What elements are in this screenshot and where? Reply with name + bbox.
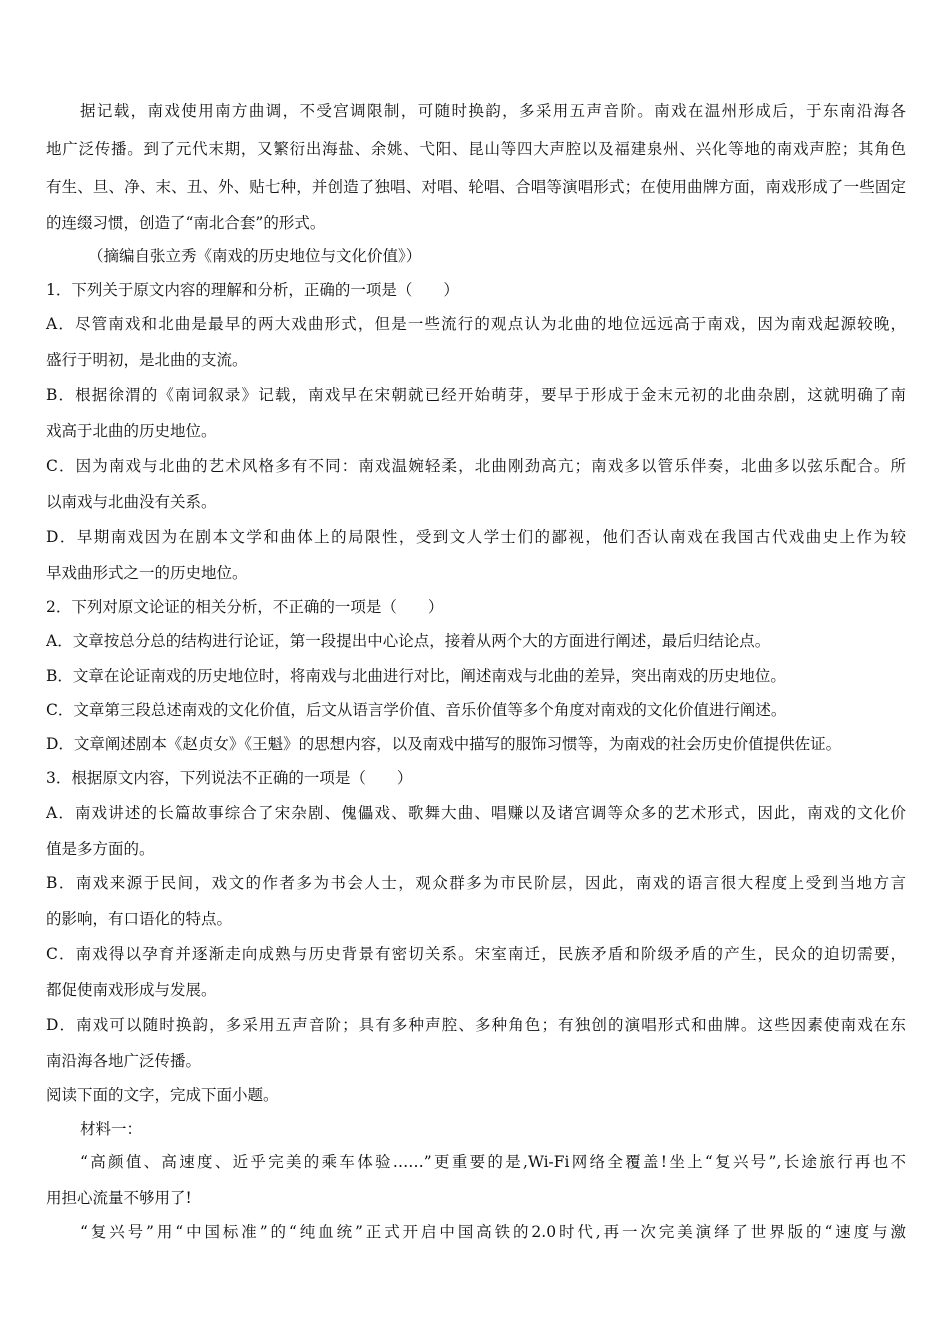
material1-line-2: 用担心流量不够用了! (46, 1189, 192, 1207)
question-2-option-b: B．文章在论证南戏的历史地位时，将南戏与北曲进行对比，阐述南戏与北曲的差异，突出南戏的历史地位。 (46, 667, 786, 685)
question-3-option-b-line-1: B．南戏来源于民间，戏文的作者多为书会人士，观众群多为市民阶层，因此，南戏的语言很大程度上受到当地方言 (46, 874, 906, 892)
question-1-option-a-line-1: A．尽管南戏和北曲是最早的两大戏曲形式，但是一些流行的观点认为北曲的地位远远高于南戏，因为南戏起源较晚， (46, 315, 906, 333)
question-3-stem: 3．根据原文内容，下列说法不正确的一项是（ ） (46, 769, 413, 787)
question-1-option-b-line-1: B．根据徐渭的《南词叙录》记载，南戏早在宋朝就已经开始萌芽，要早于形成于金末元初的北曲杂剧，这就明确了南 (46, 386, 906, 404)
question-3-option-b-line-2: 的影响，有口语化的特点。 (46, 910, 233, 928)
passage1-line-2: 地广泛传播。到了元代末期，又繁衍出海盐、余姚、弋阳、昆山等四大声腔以及福建泉州、兴化等地的南戏声腔；其角色 (46, 140, 906, 158)
question-1-option-c-line-1: C．因为南戏与北曲的艺术风格多有不同：南戏温婉轻柔，北曲刚劲高亢；南戏多以管乐伴奏，北曲多以弦乐配合。所 (46, 457, 906, 475)
question-3-option-a-line-2: 值是多方面的。 (46, 840, 155, 858)
question-1-option-d-line-1: D．早期南戏因为在剧本文学和曲体上的局限性，受到文人学士们的鄙视，他们否认南戏在我国古代戏曲史上作为较 (46, 528, 906, 546)
question-1-stem: 1．下列关于原文内容的理解和分析，正确的一项是（ ） (46, 281, 459, 299)
question-3-option-d-line-1: D．南戏可以随时换韵，多采用五声音阶；具有多种声腔、多种角色；有独创的演唱形式和曲牌。这些因素使南戏在东 (46, 1016, 906, 1034)
question-3-option-d-line-2: 南沿海各地广泛传播。 (46, 1052, 202, 1070)
passage1-line-3: 有生、旦、净、末、丑、外、贴七种，并创造了独唱、对唱、轮唱、合唱等演唱形式；在使用曲牌方面，南戏形成了一些固定 (46, 178, 906, 196)
question-2-option-d: D．文章阐述剧本《赵贞女》《王魁》的思想内容，以及南戏中描写的服饰习惯等，为南戏的社会历史价值提供佐证。 (46, 735, 842, 753)
question-2-stem: 2．下列对原文论证的相关分析，不正确的一项是（ ） (46, 598, 444, 616)
question-3-option-c-line-2: 都促使南戏形成与发展。 (46, 981, 217, 999)
material1-label: 材料一： (80, 1120, 143, 1138)
question-2-option-a: A．文章按总分总的结构进行论证，第一段提出中心论点，接着从两个大的方面进行阐述，最后归结论点。 (46, 632, 771, 650)
question-2-option-c: C．文章第三段总述南戏的文化价值，后文从语言学价值、音乐价值等多个角度对南戏的文化价值进行阐述。 (46, 701, 787, 719)
question-1-option-a-line-2: 盛行于明初，是北曲的支流。 (46, 351, 248, 369)
passage1-line-1: 据记载，南戏使用南方曲调，不受宫调限制，可随时换韵，多采用五声音阶。南戏在温州形成后，于东南沿海各 (80, 102, 906, 120)
question-1-option-c-line-2: 以南戏与北曲没有关系。 (46, 493, 217, 511)
passage1-source: （摘编自张立秀《南戏的历史地位与文化价值》） (88, 247, 422, 265)
passage1-line-4: 的连缀习惯，创造了“南北合套”的形式。 (46, 214, 326, 232)
reading-instruction: 阅读下面的文字，完成下面小题。 (46, 1086, 279, 1104)
question-1-option-d-line-2: 早戏曲形式之一的历史地位。 (46, 564, 248, 582)
material1-line-1: “高颜值、高速度、近乎完美的乘车体验……”更重要的是,Wi-Fi网络全覆盖!坐上“复兴号”,长途旅行再也不 (80, 1153, 906, 1171)
question-3-option-c-line-1: C．南戏得以孕育并逐渐走向成熟与历史背景有密切关系。宋室南迁，民族矛盾和阶级矛盾的产生，民众的迫切需要， (46, 945, 906, 963)
question-3-option-a-line-1: A．南戏讲述的长篇故事综合了宋杂剧、傀儡戏、歌舞大曲、唱赚以及诸宫调等众多的艺术形式，因此，南戏的文化价 (46, 804, 906, 822)
material1-line-3: “复兴号”用“中国标准”的“纯血统”正式开启中国高铁的2.0时代,再一次完美演绎了世界版的“速度与激 (80, 1223, 906, 1241)
question-1-option-b-line-2: 戏高于北曲的历史地位。 (46, 422, 217, 440)
